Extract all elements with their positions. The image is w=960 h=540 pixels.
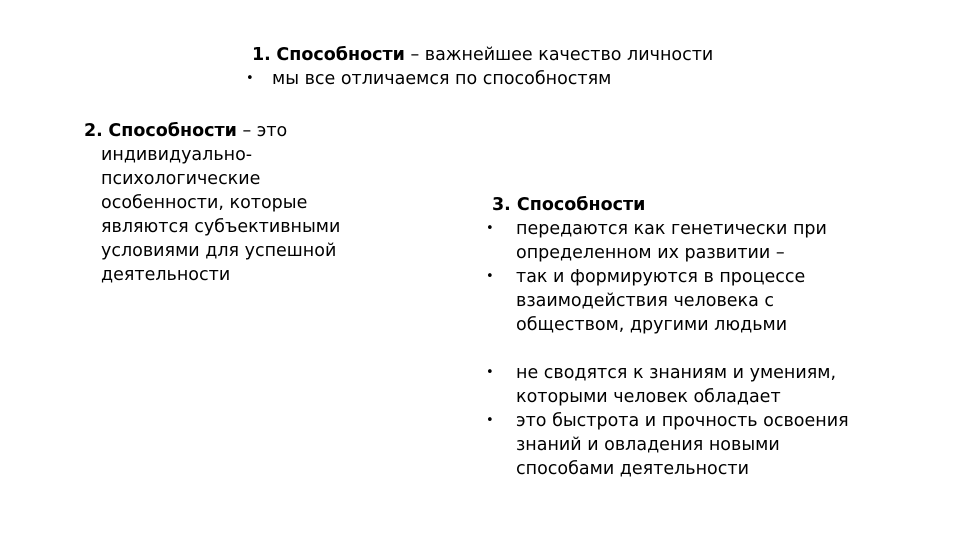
bullet-text: знаний и овладения новыми (516, 435, 780, 455)
bullet-icon: • (486, 221, 494, 236)
section-1-definition: – важнейшее качество личности (404, 45, 714, 65)
bullet-text: обществом, другими людьми (516, 315, 788, 335)
section-2-title (84, 119, 340, 143)
section-1-term: Способности (276, 45, 405, 65)
bullet-text: так и формируются в процессе (516, 267, 806, 287)
bullet-text: это быстрота и прочность освоения (516, 411, 849, 431)
section-3-bullet (486, 361, 849, 409)
section-3-bullet (486, 409, 849, 481)
section-2-line: являются субъективными (101, 217, 341, 237)
section-2-number: 2. (84, 121, 103, 141)
spacer (492, 337, 849, 361)
section-2-line: условиями для успешной (101, 241, 337, 261)
bullet-text: способами деятельности (516, 459, 749, 479)
bullet-text: взаимодействия человека с (516, 291, 775, 311)
section-2-intro: – это (236, 121, 288, 141)
section-1-number: 1. (252, 45, 271, 65)
section-3-heading (492, 193, 849, 217)
bullet-icon: • (486, 413, 494, 428)
bullet-text: мы все отличаемся по способностям (272, 69, 612, 89)
bullet-icon: • (246, 71, 254, 86)
section-2-line: деятельности (101, 265, 231, 285)
section-2-line: психологические (101, 169, 261, 189)
section-1-bullet (246, 67, 713, 91)
section-2-term: Способности (108, 121, 237, 141)
bullet-icon: • (486, 365, 494, 380)
section-1-title (252, 43, 713, 67)
bullet-icon: • (486, 269, 494, 284)
section-3-bullet (486, 265, 849, 337)
section-3 (486, 193, 849, 481)
section-2-line: особенности, которые (101, 193, 308, 213)
section-1 (246, 43, 714, 91)
section-3-heading-text: 3. Способности (492, 195, 646, 215)
bullet-text: которыми человек обладает (516, 387, 781, 407)
bullet-text: определенном их развитии – (516, 243, 785, 263)
section-2-line: индивидуально- (101, 145, 253, 165)
section-3-bullet (486, 217, 849, 265)
section-2 (84, 119, 340, 287)
bullet-text: передаются как генетически при (516, 219, 827, 239)
bullet-text: не сводятся к знаниям и умениям, (516, 363, 837, 383)
